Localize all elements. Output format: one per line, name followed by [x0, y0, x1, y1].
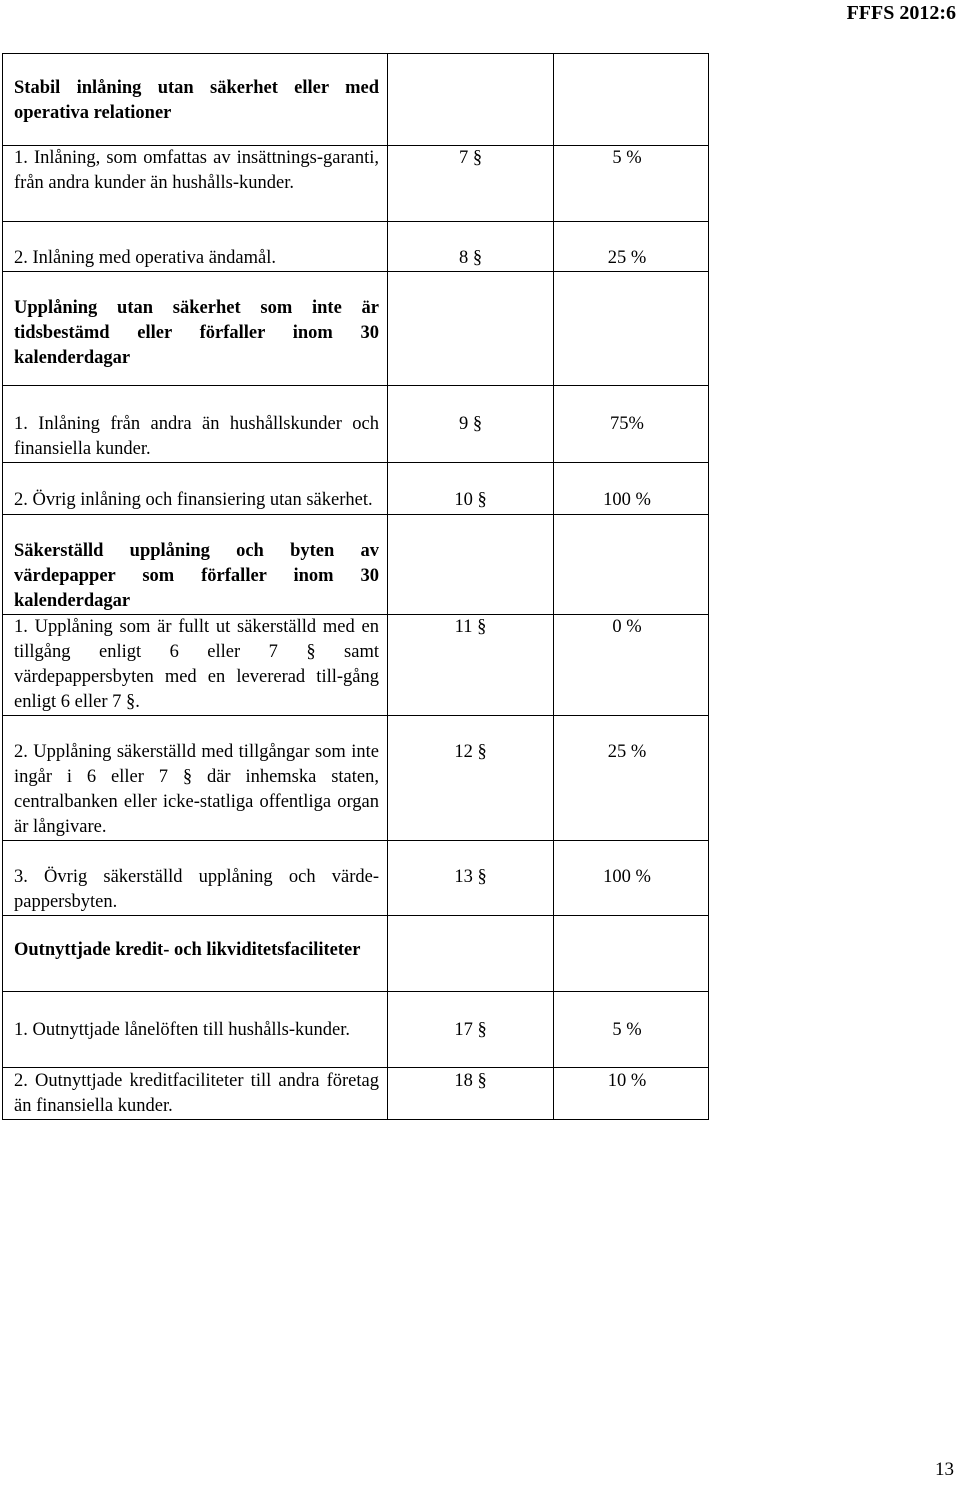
section-reference: 7 §: [458, 148, 483, 168]
weight-percent: 100 %: [603, 867, 651, 887]
page-number: 13: [935, 1459, 954, 1480]
row-description: 1. Outnyttjade lånelöften till hushålls-kunder.: [14, 1020, 351, 1040]
weight-percent: 25 %: [607, 248, 647, 268]
table-row: [3, 615, 709, 716]
weight-percent: 10 %: [607, 1071, 647, 1091]
section-heading: Stabil inlåning utan säkerhet eller med operativa relationer: [14, 78, 379, 123]
table-row: [3, 463, 709, 515]
row-description: 2. Outnyttjade kreditfaciliteter till andra företag än finansiella kunder.: [14, 1071, 379, 1116]
section-reference: 13 §: [454, 867, 487, 887]
weight-percent: 0 %: [612, 617, 642, 637]
table-row: [3, 54, 709, 146]
section-reference: 10 §: [454, 490, 487, 510]
table-row: [3, 992, 709, 1068]
table-row: [3, 716, 709, 841]
table-row: [3, 1068, 709, 1120]
table-row: [3, 841, 709, 916]
table-row: [3, 386, 709, 463]
table-row: [3, 916, 709, 992]
row-description: 2. Upplåning säkerställd med tillgångar som inte ingår i 6 eller 7 § där inhemska staten, centralbanken eller icke-statliga offentliga organ är långivare.: [14, 742, 379, 837]
section-reference: 17 §: [454, 1020, 487, 1040]
section-reference: 12 §: [454, 742, 487, 762]
row-description: 2. Övrig inlåning och finansiering utan säkerhet.: [14, 490, 373, 510]
table-row: [3, 146, 709, 222]
section-reference: 8 §: [458, 248, 483, 268]
table-row: [3, 272, 709, 386]
section-reference: 11 §: [454, 617, 487, 637]
section-heading: Outnyttjade kredit- och likviditetsfaciliteter: [14, 940, 361, 960]
outflow-weights-table: [2, 53, 709, 1120]
section-reference: 18 §: [454, 1071, 487, 1091]
weight-percent: 5 %: [612, 148, 642, 168]
row-description: 1. Inlåning, som omfattas av insättnings-garanti, från andra kunder än hushålls-kunder.: [14, 148, 379, 193]
section-reference: 9 §: [458, 414, 483, 434]
weight-percent: 100 %: [603, 490, 651, 510]
row-description: 3. Övrig säkerställd upplåning och värde-pappersbyten.: [14, 867, 379, 912]
table-row: [3, 222, 709, 272]
section-heading: Säkerställd upplåning och byten av värdepapper som förfaller inom 30 kalenderdagar: [14, 541, 379, 611]
document-header-title: FFFS 2012:6: [846, 2, 956, 24]
row-description: 2. Inlåning med operativa ändamål.: [14, 248, 276, 268]
weight-percent: 5 %: [612, 1020, 642, 1040]
weight-percent: 25 %: [607, 742, 647, 762]
table-row: [3, 515, 709, 615]
row-description: 1. Upplåning som är fullt ut säkerställd med en tillgång enligt 6 eller 7 § samt värdepappersbyten med en levererad till-gång enligt 6 eller 7 §.: [14, 617, 379, 712]
weight-percent: 75%: [610, 414, 644, 434]
section-heading: Upplåning utan säkerhet som inte är tidsbestämd eller förfaller inom 30 kalenderdagar: [14, 298, 379, 368]
row-description: 1. Inlåning från andra än hushållskunder och finansiella kunder.: [14, 414, 379, 459]
